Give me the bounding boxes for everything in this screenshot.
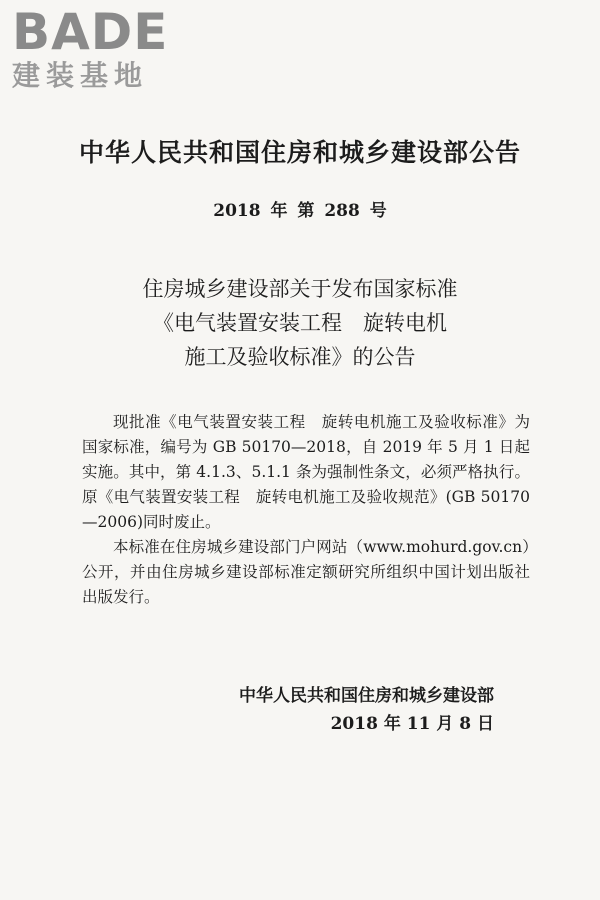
- notice-body: [82, 410, 530, 610]
- body-paragraph: 现批准《电气装置安装工程 旋转电机施工及验收标准》为国家标准，编号为 GB 50170—2018，自 2019 年 5 月 1 日起实施。其中，第 4.1.3、5.1.1 条为强制性条文，必须严格执行。原《电气装置安装工程 旋转电机施工及验收规范》(GB 50170—2006)同时废止。: [82, 413, 530, 531]
- title-line: 施工及验收标准》的公告: [184, 345, 416, 369]
- title-line: 《电气装置安装工程 旋转电机: [153, 311, 447, 335]
- logo-subtitle: 建装基地: [12, 59, 149, 92]
- issue-number: 2018 年 第 288 号: [213, 201, 387, 221]
- notice-title: [0, 272, 600, 374]
- signature-issuer: 中华人民共和国住房和城乡建设部: [239, 686, 494, 706]
- logo-brand-text: BADE: [12, 3, 169, 61]
- signature-block: [239, 682, 494, 738]
- bade-logo: [12, 3, 169, 92]
- issuer-header: 中华人民共和国住房和城乡建设部公告: [78, 138, 521, 167]
- signature-date: 2018 年 11 月 8 日: [330, 714, 494, 734]
- title-line: 住房城乡建设部关于发布国家标准: [142, 277, 458, 301]
- body-paragraph: 本标准在住房城乡建设部门户网站（www.mohurd.gov.cn）公开，并由住房城乡建设部标准定额研究所组织中国计划出版社出版发行。: [82, 538, 530, 606]
